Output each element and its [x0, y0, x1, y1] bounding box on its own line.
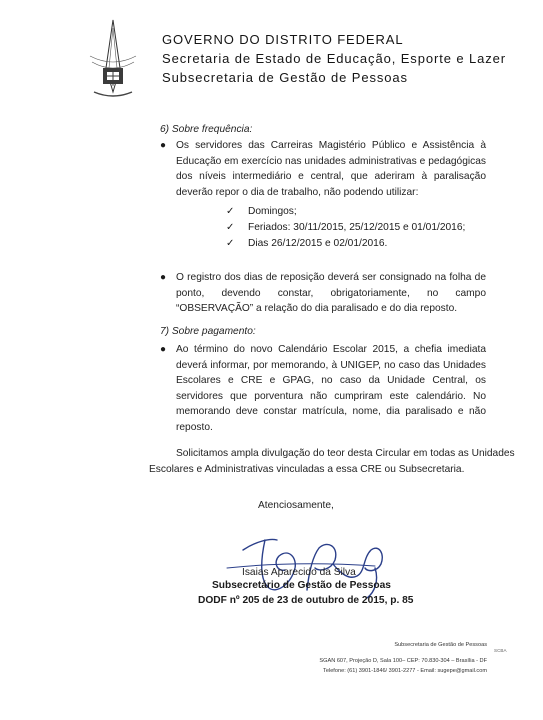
- frequencia-paragraph-1: Os servidores das Carreiras Magistério Público e Assistência à Educação em exercício nas unidades administrativas e pedagógicas dos níveis intermediário e central, que aderiram à paralisação deverão repor o dia de trabalho, não podendo utilizar:: [176, 140, 486, 198]
- footer-address: SGAN 607, Projeção D, Sala 100– CEP: 70.830-304 – Brasília - DF: [319, 658, 487, 664]
- header-secretaria: Secretaria de Estado de Educação, Esporte e Lazer: [162, 51, 507, 66]
- salutation: Atenciosamente,: [258, 500, 334, 511]
- header-subsecretaria: Subsecretaria de Gestão de Pessoas: [162, 70, 408, 85]
- dodf-reference: DODF nº 205 de 23 de outubro de 2015, p. 85: [198, 595, 414, 606]
- pagamento-paragraph: Ao término do novo Calendário Escolar 2015, a chefia imediata deverá informar, por memorando, à UNIGEP, no caso das Unidades Escolares e CRE e GPAG, no caso da Unidade Central, os servidores que porventura não cumpriram este calendário. No memorando deve constar matrícula, nome, dia paralisado e não reposto.: [176, 344, 486, 433]
- closing-line-1: Solicitamos ampla divulgação do teor desta Circular em todas as Unidades: [176, 448, 515, 459]
- bullet-dot-icon: ●: [160, 344, 167, 355]
- checklist-item-feriados: Feriados: 30/11/2015, 25/12/2015 e 01/01/2016;: [248, 222, 466, 233]
- checklist-item-domingos: Domingos;: [248, 206, 297, 217]
- closing-line-2: Escolares e Administrativas vinculadas a essa CRE ou Subsecretaria.: [149, 464, 465, 475]
- header-government: GOVERNO DO DISTRITO FEDERAL: [162, 32, 404, 47]
- footer-subsecretaria: Subsecretaria de Gestão de Pessoas: [394, 642, 487, 648]
- bullet-dot-icon: ●: [160, 272, 167, 283]
- corner-mark: SCBA: [494, 648, 507, 653]
- gdf-emblem-icon: [84, 18, 142, 102]
- section-frequencia-title: 6) Sobre frequência:: [160, 124, 253, 135]
- checkmark-icon: ✓: [226, 206, 235, 217]
- section-pagamento-title: 7) Sobre pagamento:: [160, 326, 256, 337]
- frequencia-paragraph-2: O registro dos dias de reposição deverá ser consignado na folha de ponto, devendo constar, obrigatoriamente, no campo “OBSERVAÇÃO” a relação do dia paralisado e do dia reposto.: [176, 272, 486, 314]
- checkmark-icon: ✓: [226, 238, 235, 249]
- signatory-name: Isaias Aparecido da Silva: [242, 567, 356, 578]
- footer-contact: Telefone: (61) 3901-1846/ 3901-2277 - Email: sugepe@gmail.com: [323, 668, 487, 674]
- checklist-item-dias: Dias 26/12/2015 e 02/01/2016.: [248, 238, 388, 249]
- checkmark-icon: ✓: [226, 222, 235, 233]
- bullet-dot-icon: ●: [160, 140, 167, 151]
- signatory-title: Subsecretário de Gestão de Pessoas: [212, 580, 391, 591]
